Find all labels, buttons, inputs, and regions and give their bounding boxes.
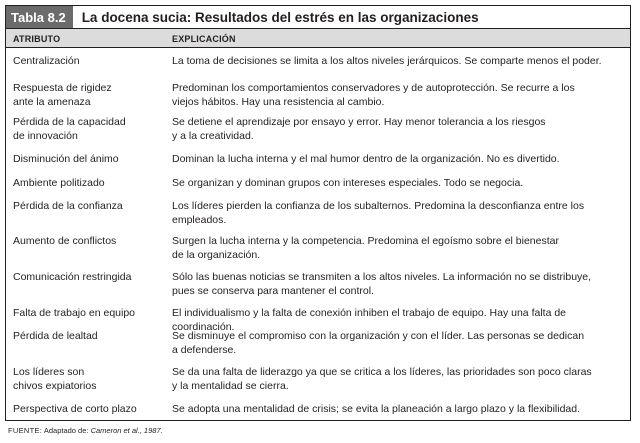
attribute-line: Pérdida de la confianza <box>13 200 123 212</box>
attribute-line: Ambiente politizado <box>13 177 105 189</box>
table-title: La docena sucia: Resultados del estrés en las organizaciones <box>81 9 479 25</box>
attribute-line: Falta de trabajo en equipo <box>13 307 136 319</box>
attribute-line: Comunicación restringida <box>13 271 132 283</box>
attribute-line: Centralización <box>13 55 80 67</box>
explanation-line: Se organizan y dominan grupos con intereses especiales. Todo se negocia. <box>172 177 524 189</box>
row-explanation <box>172 199 624 227</box>
explanation-line: Se detiene el aprendizaje por ensayo y error. Hay menor tolerancia a los riesgos <box>172 116 546 128</box>
explanation-line: viejos hábitos. Hay una resistencia al cambio. <box>172 96 385 108</box>
source-note <box>8 426 163 435</box>
row-attribute <box>13 176 163 190</box>
source-citation: Cameron et al., 1987. <box>90 426 163 435</box>
source-label: FUENTE: <box>8 426 43 435</box>
table-frame <box>5 5 631 421</box>
explanation-line: Se da una falta de liderazgo ya que se critica a los líderes, las prioridades son poco claras <box>172 366 592 378</box>
explanation-line: La toma de decisiones se limita a los altos niveles jerárquicos. Se comparte menos el poder. <box>172 55 602 67</box>
row-attribute <box>13 329 163 343</box>
explanation-line: Se disminuye el compromiso con la organización y con el líder. Las personas se dedican <box>172 330 585 342</box>
row-attribute <box>13 54 163 68</box>
explanation-line: Se adopta una mentalidad de crisis; se evita la planeación a largo plazo y la flexibilidad. <box>172 403 581 415</box>
row-attribute <box>13 234 163 248</box>
attribute-line: Aumento de conflictos <box>13 235 117 247</box>
row-attribute <box>13 365 163 393</box>
row-attribute <box>13 402 163 416</box>
row-explanation <box>172 115 624 143</box>
row-attribute <box>13 306 163 320</box>
attribute-line: Los líderes son <box>13 366 85 378</box>
row-explanation <box>172 81 624 109</box>
explanation-line: y a la creatividad. <box>172 130 254 142</box>
row-attribute <box>13 270 163 284</box>
explanation-line: Surgen la lucha interna y la competencia. Predomina el egoísmo sobre el bienestar <box>172 235 559 247</box>
row-explanation <box>172 329 624 357</box>
explanation-line: y la mentalidad se cierra. <box>172 380 289 392</box>
explanation-line: Dominan la lucha interna y el mal humor dentro de la organización. No es divertido. <box>172 153 560 165</box>
explanation-line: Sólo las buenas noticias se transmiten a los altos niveles. La información no se distribuye, <box>172 271 592 283</box>
row-attribute <box>13 81 163 109</box>
column-header-attribute: ATRIBUTO <box>13 34 61 44</box>
explanation-line: de la organización. <box>172 249 261 261</box>
row-explanation <box>172 234 624 262</box>
attribute-line: de innovación <box>13 130 78 142</box>
row-explanation <box>172 402 624 416</box>
attribute-line: Pérdida de la capacidad <box>13 116 126 128</box>
attribute-line: chivos expiatorios <box>13 380 97 392</box>
row-attribute <box>13 152 163 166</box>
table-number-label: Tabla 8.2 <box>6 6 73 28</box>
explanation-line: a defenderse. <box>172 344 237 356</box>
attribute-line: Disminución del ánimo <box>13 153 119 165</box>
table-title-bar <box>6 6 630 29</box>
row-attribute <box>13 199 163 213</box>
attribute-line: ante la amenaza <box>13 96 91 108</box>
attribute-line: Perspectiva de corto plazo <box>13 403 137 415</box>
row-attribute <box>13 115 163 143</box>
attribute-line: Respuesta de rigidez <box>13 82 112 94</box>
row-explanation <box>172 176 624 190</box>
attribute-line: Pérdida de lealtad <box>13 330 98 342</box>
source-text: Adaptado de: <box>43 426 89 435</box>
explanation-line: pues se conserva para mantener el control. <box>172 285 374 297</box>
row-explanation <box>172 270 624 298</box>
row-explanation <box>172 365 624 393</box>
explanation-line: Los líderes pierden la confianza de los subalternos. Predomina la desconfianza entre los <box>172 200 585 212</box>
explanation-line: Predominan los comportamientos conservadores y de autoprotección. Se recurre a los <box>172 82 575 94</box>
explanation-line: El individualismo y la falta de conexión inhiben el trabajo de equipo. Hay una falta de coordinación. <box>172 307 567 333</box>
row-explanation <box>172 152 624 166</box>
explanation-line: empleados. <box>172 214 227 226</box>
column-header-explanation: EXPLICACIÓN <box>172 34 236 44</box>
column-header-row <box>6 29 630 48</box>
row-explanation <box>172 54 624 68</box>
